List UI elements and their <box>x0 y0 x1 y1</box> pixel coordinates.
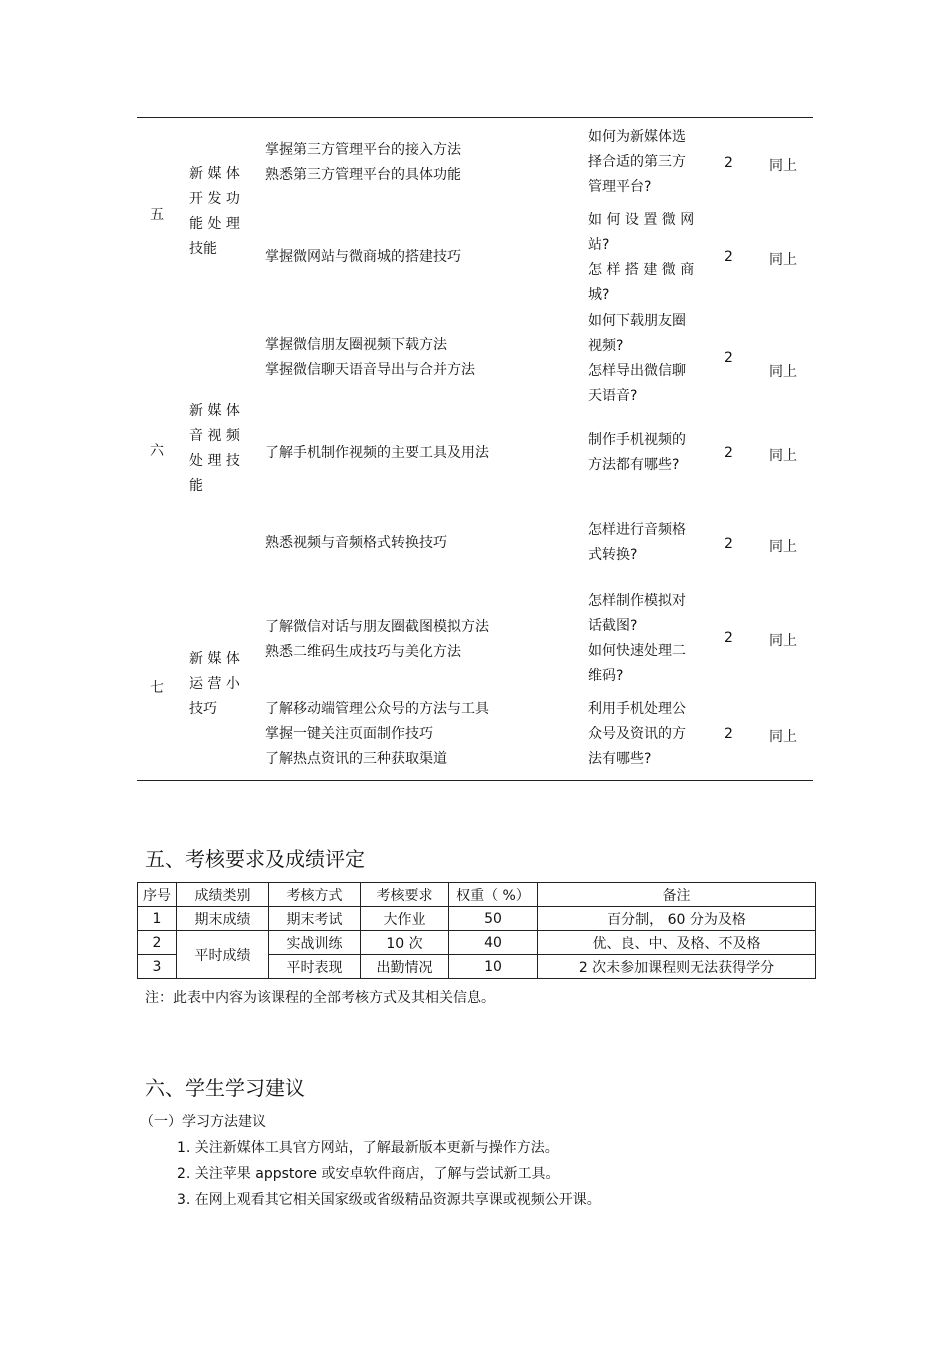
hours-cell: 2 <box>724 536 733 552</box>
question-cell: 怎样制作模拟对 话截图? 如何快速处理二 维码? <box>588 593 686 684</box>
topic-cell: 了解手机制作视频的主要工具及用法 <box>265 445 489 461</box>
cell-no: 2 <box>138 931 177 955</box>
unit-number: 六 <box>150 443 164 459</box>
list-item: 3. 在网上观看其它相关国家级或省级精品资源共享课或视频公开课。 <box>177 1192 601 1208</box>
section-title: 五、考核要求及成绩评定 <box>145 847 365 871</box>
hours-cell: 2 <box>724 726 733 742</box>
method-cell: 同上 <box>769 252 797 268</box>
cell-no: 3 <box>138 955 177 979</box>
topic-cell: 了解移动端管理公众号的方法与工具 掌握一键关注页面制作技巧 了解热点资讯的三种获取渠道 <box>265 701 489 767</box>
question-cell: 制作手机视频的 方法都有哪些? <box>588 432 686 473</box>
hours-cell: 2 <box>724 445 733 461</box>
subsection-title: （一）学习方法建议 <box>140 1114 266 1130</box>
question-cell: 如何下载朋友圈 视频? 怎样导出微信聊 天语音? <box>588 313 686 404</box>
schedule-bottom-rule <box>137 780 813 781</box>
table-row <box>138 931 816 955</box>
unit-number: 七 <box>150 680 164 696</box>
topic-cell: 掌握微网站与微商城的搭建技巧 <box>265 249 461 265</box>
hours-cell: 2 <box>724 630 733 646</box>
unit-category: 新 媒 体 音 视 频 处 理 技 能 <box>189 403 240 494</box>
method-cell: 同上 <box>769 448 797 464</box>
list-item: 1. 关注新媒体工具官方网站，了解最新版本更新与操作方法。 <box>177 1140 559 1156</box>
question-cell: 利用手机处理公 众号及资讯的方 法有哪些? <box>588 701 686 767</box>
schedule-top-rule <box>137 117 813 118</box>
question-cell: 如何为新媒体选 择合适的第三方 管理平台? <box>588 129 686 195</box>
topic-cell: 掌握第三方管理平台的接入方法 熟悉第三方管理平台的具体功能 <box>265 142 461 183</box>
cell-method: 实战训练 <box>269 931 361 955</box>
header-cell: 权重（ %） <box>449 883 538 907</box>
method-cell: 同上 <box>769 364 797 380</box>
cell-requirement: 大作业 <box>361 907 449 931</box>
hours-cell: 2 <box>724 249 733 265</box>
cell-weight: 50 <box>449 907 538 931</box>
cell-method: 平时表现 <box>269 955 361 979</box>
table-row <box>138 907 816 931</box>
assessment-table <box>137 882 816 979</box>
method-cell: 同上 <box>769 729 797 745</box>
topic-cell: 掌握微信朋友圈视频下载方法 掌握微信聊天语音导出与合并方法 <box>265 337 475 378</box>
method-cell: 同上 <box>769 633 797 649</box>
cell-weight: 40 <box>449 931 538 955</box>
hours-cell: 2 <box>724 350 733 366</box>
cell-remark: 2 次未参加课程则无法获得学分 <box>538 955 816 979</box>
hours-cell: 2 <box>724 155 733 171</box>
cell-no: 1 <box>138 907 177 931</box>
cell-requirement: 出勤情况 <box>361 955 449 979</box>
unit-category: 新 媒 体 开 发 功 能 处 理 技能 <box>189 166 240 257</box>
unit-number: 五 <box>150 207 164 223</box>
topic-cell: 了解微信对话与朋友圈截图模拟方法 熟悉二维码生成技巧与美化方法 <box>265 619 489 660</box>
cell-method: 期末考试 <box>269 907 361 931</box>
cell-category: 期末成绩 <box>177 907 269 931</box>
list-item: 2. 关注苹果 appstore 或安卓软件商店，了解与尝试新工具。 <box>177 1166 560 1182</box>
topic-cell: 熟悉视频与音频格式转换技巧 <box>265 535 447 551</box>
header-cell: 备注 <box>538 883 816 907</box>
header-cell: 序号 <box>138 883 177 907</box>
section-title: 六、学生学习建议 <box>145 1076 305 1100</box>
unit-category: 新 媒 体 运 营 小 技巧 <box>189 651 240 717</box>
header-cell: 考核方式 <box>269 883 361 907</box>
table-header-row <box>138 883 816 907</box>
header-cell: 考核要求 <box>361 883 449 907</box>
cell-category: 平时成绩 <box>177 931 269 979</box>
cell-remark: 优、良、中、及格、不及格 <box>538 931 816 955</box>
cell-remark: 百分制， 60 分为及格 <box>538 907 816 931</box>
question-cell: 如 何 设 置 微 网 站? 怎 样 搭 建 微 商 城? <box>588 212 695 303</box>
method-cell: 同上 <box>769 539 797 555</box>
method-cell: 同上 <box>769 158 797 174</box>
table-note: 注：此表中内容为该课程的全部考核方式及其相关信息。 <box>145 990 495 1006</box>
header-cell: 成绩类别 <box>177 883 269 907</box>
question-cell: 怎样进行音频格 式转换? <box>588 522 686 563</box>
cell-requirement: 10 次 <box>361 931 449 955</box>
cell-weight: 10 <box>449 955 538 979</box>
